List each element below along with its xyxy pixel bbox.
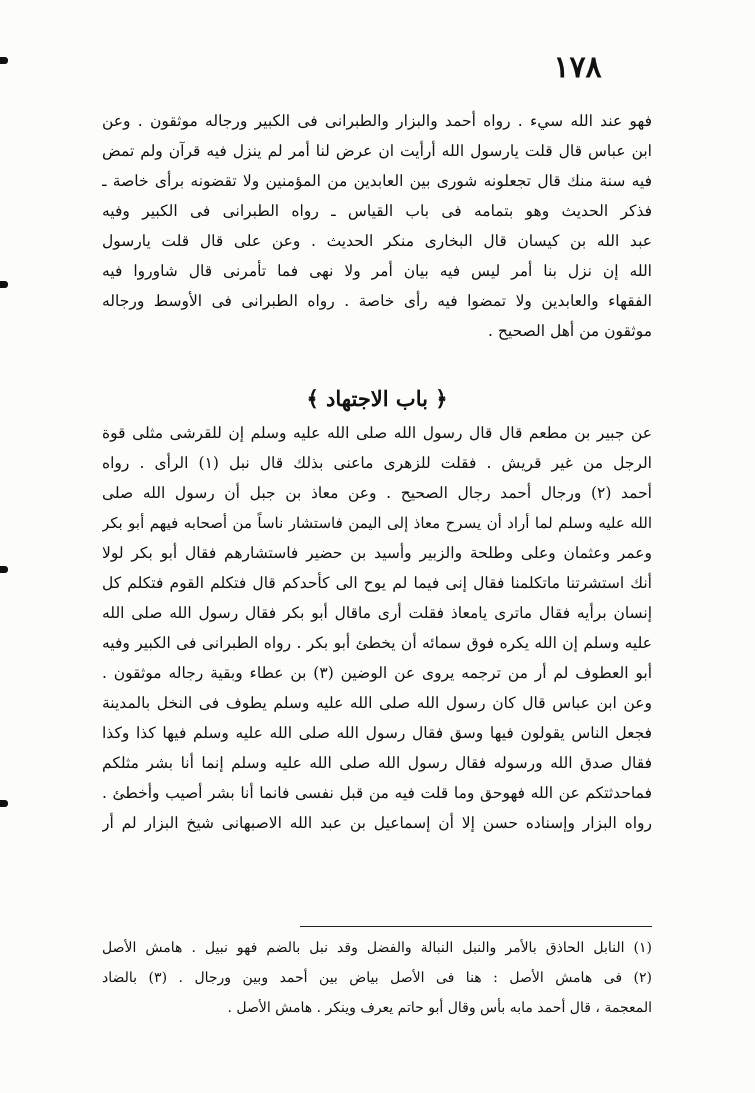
paragraph-first xyxy=(102,106,652,346)
text-line: الله عليه وسلم لما أراد أن يسرح معاذ إلى اليمن فاستشار ناساً من أصحابه فيهم أبو بكر xyxy=(102,514,652,532)
text-line: أبو العطوف لم أر من ترجمه يروى عن الوضين (٣) بن عطاء وبقية رجاله موثقون . xyxy=(102,664,652,682)
text-line: فذكر الحديث وهو بتمامه فى باب القياس ـ رواه الطبرانى فى الكبير وفيه xyxy=(102,202,652,220)
text-line: رواه البزار وإسناده حسن إلا أن إسماعيل بن عبد الله الاصبهانى شيخ البزار لم أر xyxy=(102,814,652,832)
binding-mark xyxy=(0,566,8,573)
text-line: فهو عند الله سيء . رواه أحمد والبزار والطبرانى فى الكبير ورجاله موثقون . وعن xyxy=(102,112,652,130)
footnote-line: (١) النابل الحاذق بالأمر والنبل النبالة والفضل وقد نبل بالضم فهو نبيل . هامش الأصل xyxy=(102,940,652,956)
footnote-divider xyxy=(300,926,652,927)
text-line: الله إن نزل بنا أمر ليس فيه بيان أمر ولا نهى فما تأمرنى قال شاوروا فيه xyxy=(102,262,652,280)
text-line: فماحدثتكم عن الله فهوحق وما قلت فيه من قبل نفسى فانما أنا بشر أصيب وأخطئ . xyxy=(102,784,652,802)
footnotes xyxy=(102,933,652,1023)
binding-mark xyxy=(0,281,8,288)
text-line: الرجل من غير قريش . فقلت للزهرى ماعنى بذلك قال نبل (١) الرأى . رواه xyxy=(102,454,652,472)
footnote-line: المعجمة ، قال أحمد مابه بأس وقال أبو حاتم يعرف وينكر . هامش الأصل . xyxy=(227,1000,652,1016)
paragraph-second xyxy=(102,418,652,838)
text-line: وعن ابن عباس قال كان رسول الله صلى الله عليه وسلم يطوف فى النخل بالمدينة xyxy=(102,694,652,712)
text-line: عليه وسلم إن الله يكره فوق سمائه أن يخطئ أبو بكر . رواه الطبرانى فى الكبير وفيه xyxy=(102,634,652,652)
text-line: أحمد (٢) ورجال أحمد رجال الصحيح . وعن معاذ بن جبل أن رسول الله صلى xyxy=(102,484,652,502)
text-line: فقال صدق الله ورسوله فقال رسول الله صلى الله عليه وسلم إنما أنا بشر مثلكم xyxy=(102,754,652,772)
binding-mark xyxy=(0,57,8,64)
text-line: عبد الله بن كيسان قال البخارى منكر الحديث . وعن على قال قلت يارسول xyxy=(102,232,652,250)
binding-mark xyxy=(0,800,8,807)
text-line: موثقون من أهل الصحيح . xyxy=(488,322,652,340)
text-line: عن جبير بن مطعم قال قال رسول الله صلى الله عليه وسلم إن للقرشى مثلى قوة xyxy=(102,424,652,442)
text-line: أنك استشرتنا ماتكلمنا فقال إنى فيما لم يوح الى كأحدكم قال فتكلم القوم فتكلم كل xyxy=(102,574,652,592)
text-line: وعمر وعثمان وعلى وطلحة والزبير وأسيد بن حضير فاستشارهم فقال أبو بكر لولا xyxy=(102,544,652,562)
chapter-heading: ﴿ باب الاجتهاد ﴾ xyxy=(306,386,448,411)
footnote-line: (٢) فى هامش الأصل : هنا فى الأصل بياض بين أحمد وبين ورجال . (٣) بالضاد xyxy=(102,970,652,986)
text-line: ابن عباس قال قلت يارسول الله أرأيت ان عرض لنا أمر لم ينزل فيه قرآن ولم تمض xyxy=(102,142,652,160)
text-line: فيه سنة منك قال تجعلونه شورى بين العابدين من المؤمنين ولا تقضونه برأى خاصة ـ xyxy=(102,172,652,190)
page-number: ١٧٨ xyxy=(553,50,602,85)
text-line: الفقهاء والعابدين ولا تمضوا فيه رأى خاصة . رواه الطبرانى فى الأوسط ورجاله xyxy=(102,292,652,310)
text-line: إنسان برأيه فقال ماترى يامعاذ فقلت أرى ماقال أبو بكر فقال رسول الله صلى الله xyxy=(102,604,652,622)
text-line: فجعل الناس يقولون فيها وسق فقال رسول الله صلى الله عليه وسلم فيها كذا وكذا xyxy=(102,724,652,742)
